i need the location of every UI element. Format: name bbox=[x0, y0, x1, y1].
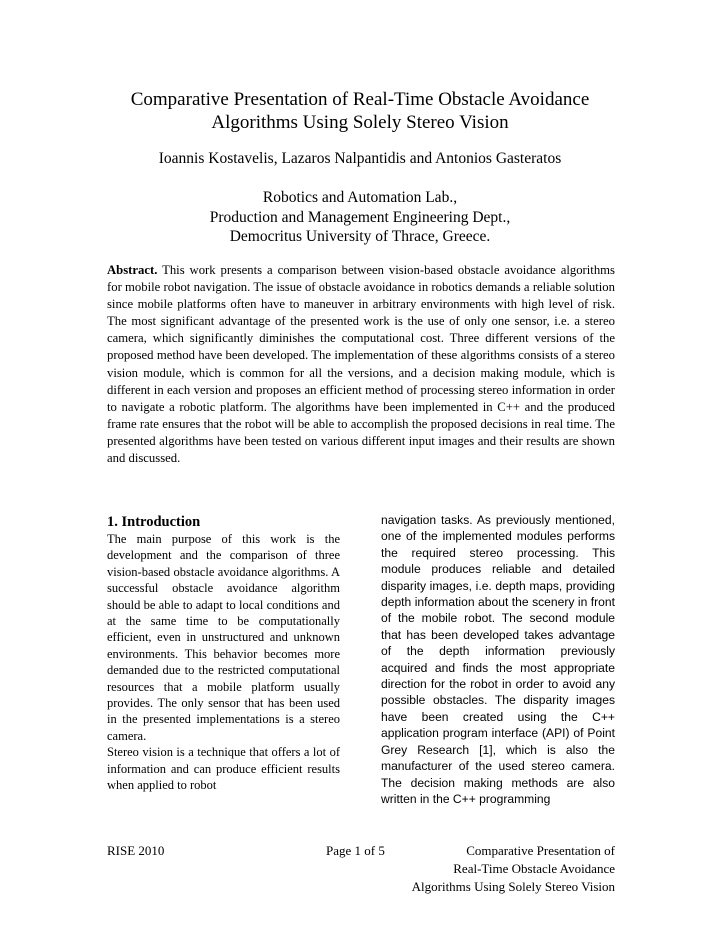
right-column bbox=[381, 512, 615, 807]
footer-title-line: Comparative Presentation of bbox=[466, 843, 615, 858]
footer-conference: RISE 2010 bbox=[107, 843, 165, 858]
right-column-text: navigation tasks. As previously mentioned, one of the implemented modules performs the required stereo processing. This module produces reliable and detailed disparity images, i.e. depth maps, providing depth information about the scenery in front of the mobile robot. The second module that has been developed takes advantage of the depth information previously acquired and finds the most appropriate direction for the robot in order to avoid any possible obstacles. The disparity images have been created using the C++ application program interface (API) of Point Grey Research [1], which is also the manufacturer of the used stereo camera. The decision making methods are also written in the C++ programming bbox=[381, 513, 615, 806]
affiliation-line: Production and Management Engineering Dept., bbox=[209, 208, 511, 226]
abstract-label: Abstract. bbox=[107, 263, 158, 277]
affiliation-line: Democritus University of Thrace, Greece. bbox=[229, 228, 491, 245]
footer-title-line: Algorithms Using Solely Stereo Vision bbox=[411, 879, 615, 894]
footer-title-line: Real-Time Obstacle Avoidance bbox=[453, 861, 615, 876]
affiliation bbox=[60, 188, 660, 247]
footer-page-number: Page 1 of 5 bbox=[326, 843, 385, 858]
intro-paragraph: The main purpose of this work is the development and the comparison of three vision-based obstacle avoidance algorithms. A successful obstacle avoidance algorithm should be able to adapt to local conditions and at the same time to be computationally efficient, even in unstructured and unknown environments. This behavior becomes more demanded due to the restricted computational resources that a mobile platform usually provides. The only sensor that has been used in the presented implementations is a stereo camera. bbox=[107, 532, 340, 743]
footer-running-title bbox=[375, 842, 615, 896]
title-line: Comparative Presentation of Real-Time Obstacle Avoidance bbox=[130, 89, 590, 110]
page-title bbox=[60, 88, 660, 134]
section-heading: 1. Introduction bbox=[107, 514, 201, 530]
abstract-text: This work presents a comparison between vision-based obstacle avoidance algorithms for mobile robot navigation. The issue of obstacle avoidance in robotics demands a reliable solution since mobile platforms often have to maneuver in arbitrary environments with high level of risk. The most significant advantage of the presented work is the use of only one sensor, i.e. a stereo camera, which significantly diminishes the computational cost. Three different versions of the proposed method have been developed. The implementation of these algorithms consists of a stereo vision module, which is common for all the versions, and a decision making module, which is different in each version and proposes an efficient method of processing stereo information in order to navigate a robotic platform. The algorithms have been implemented in C++ and the produced frame rate ensures that the robot will be able to accomplish the proposed decisions in real time. The presented algorithms have been tested on various different input images and their results are shown and discussed. bbox=[107, 263, 615, 466]
title-line: Algorithms Using Solely Stereo Vision bbox=[211, 112, 509, 133]
affiliation-line: Robotics and Automation Lab., bbox=[262, 189, 458, 206]
abstract bbox=[107, 262, 615, 467]
author-list: Ioannis Kostavelis, Lazaros Nalpantidis and Antonios Gasteratos bbox=[158, 150, 562, 167]
intro-paragraph: Stereo vision is a technique that offers a lot of information and can produce efficient results when applied to robot bbox=[107, 745, 340, 793]
left-column bbox=[107, 514, 340, 794]
